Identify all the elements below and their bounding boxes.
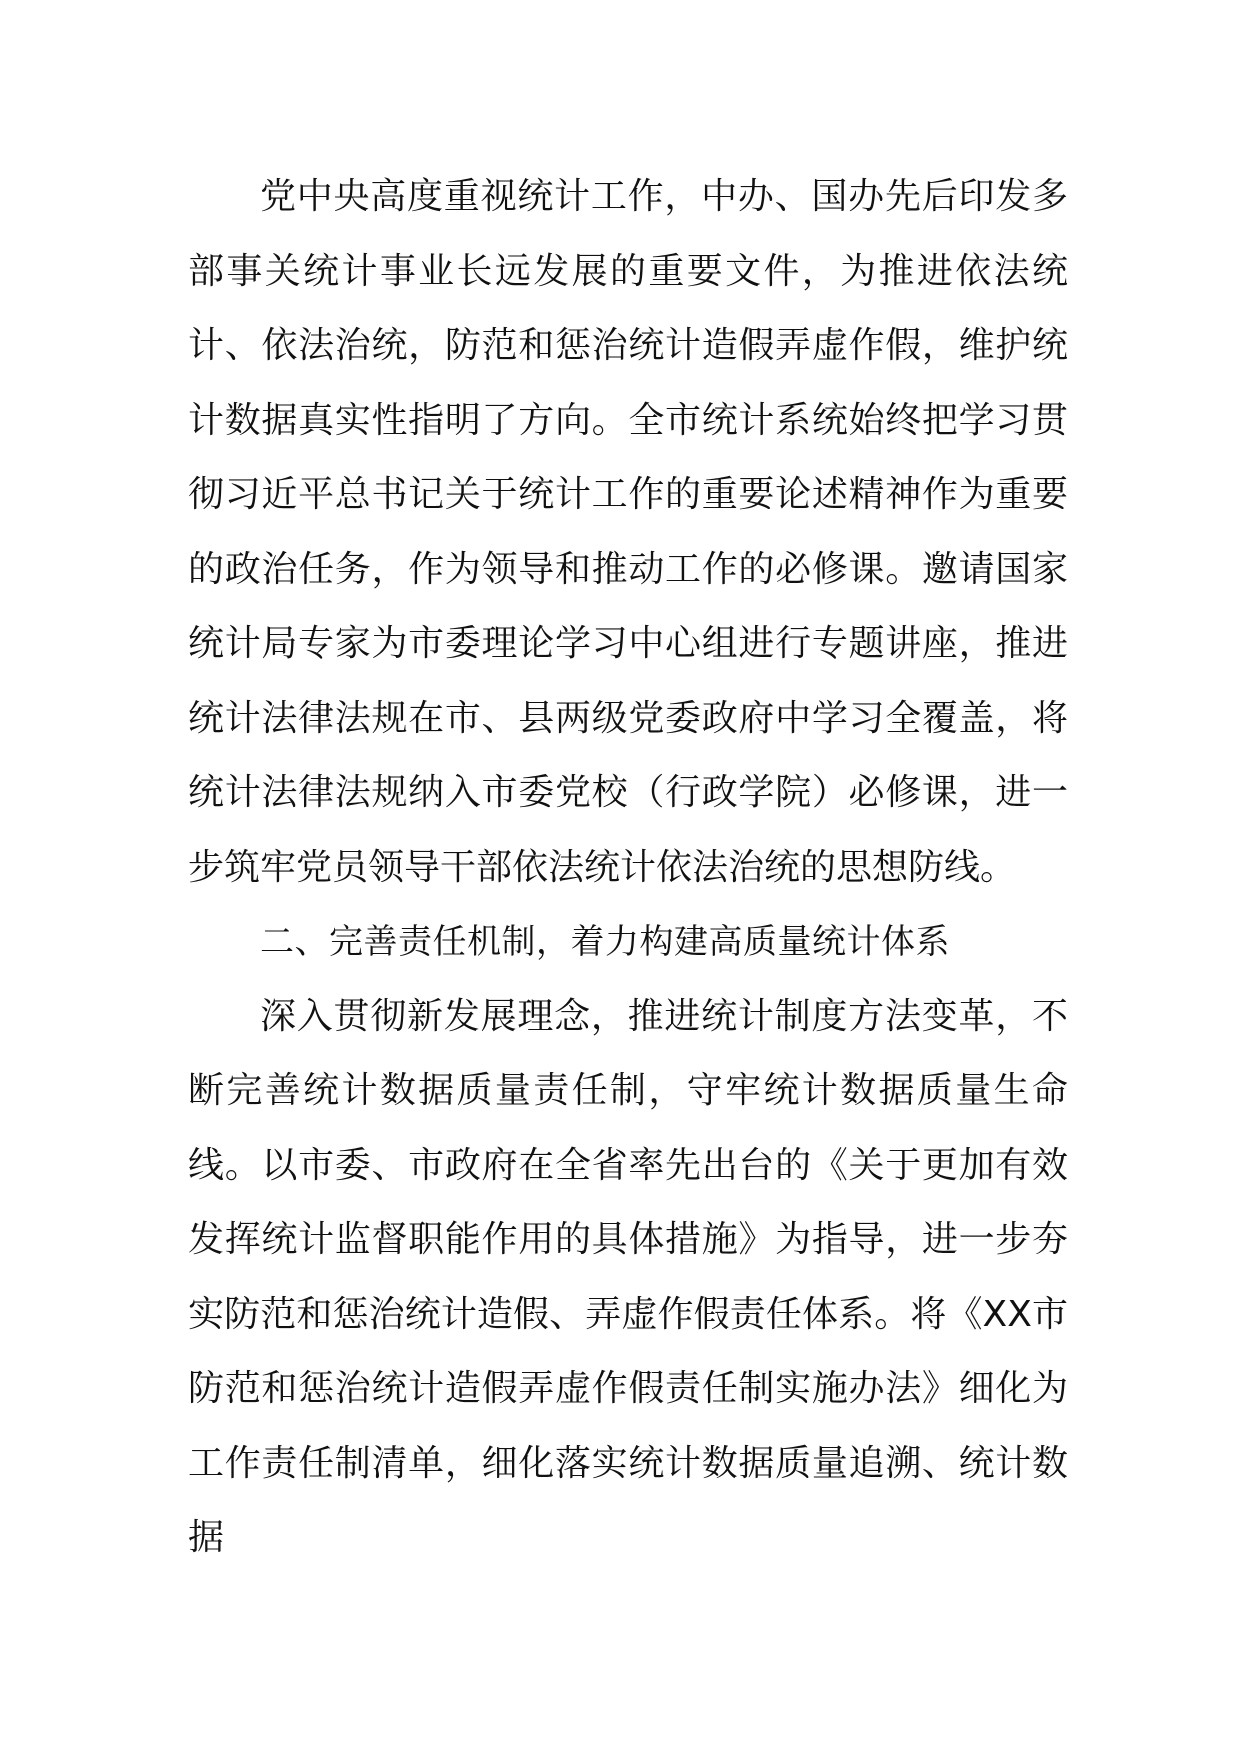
body-paragraph-1: 党中央高度重视统计工作，中办、国办先后印发多部事关统计事业长远发展的重要文件，为推进依法统计、依法治统，防范和惩治统计造假弄虚作假，维护统计数据真实性指明了方向。全市统计系统始终把学习贯彻习近平总书记关于统计工作的重要论述精神作为重要的政治任务，作为领导和推动工作的必修课。邀请国家统计局专家为市委理论学习中心组进行专题讲座，推进统计法律法规在市、县两级党委政府中学习全覆盖，将统计法律法规纳入市委党校（行政学院）必修课，进一步筑牢党员领导干部依法统计依法治统的思想防线。: [188, 176, 1068, 888]
document-page: [188, 160, 1068, 1576]
section-heading-2: 二、完善责任机制，着力构建高质量统计体系: [260, 922, 950, 962]
body-paragraph-2: 深入贯彻新发展理念，推进统计制度方法变革，不断完善统计数据质量责任制，守牢统计数据质量生命线。以市委、市政府在全省率先出台的《关于更加有效发挥统计监督职能作用的具体措施》为指导，进一步夯实防范和惩治统计造假、弄虚作假责任体系。将《XX市防范和惩治统计造假弄虚作假责任制实施办法》细化为工作责任制清单，细化落实统计数据质量追溯、统计数据: [188, 995, 1068, 1558]
